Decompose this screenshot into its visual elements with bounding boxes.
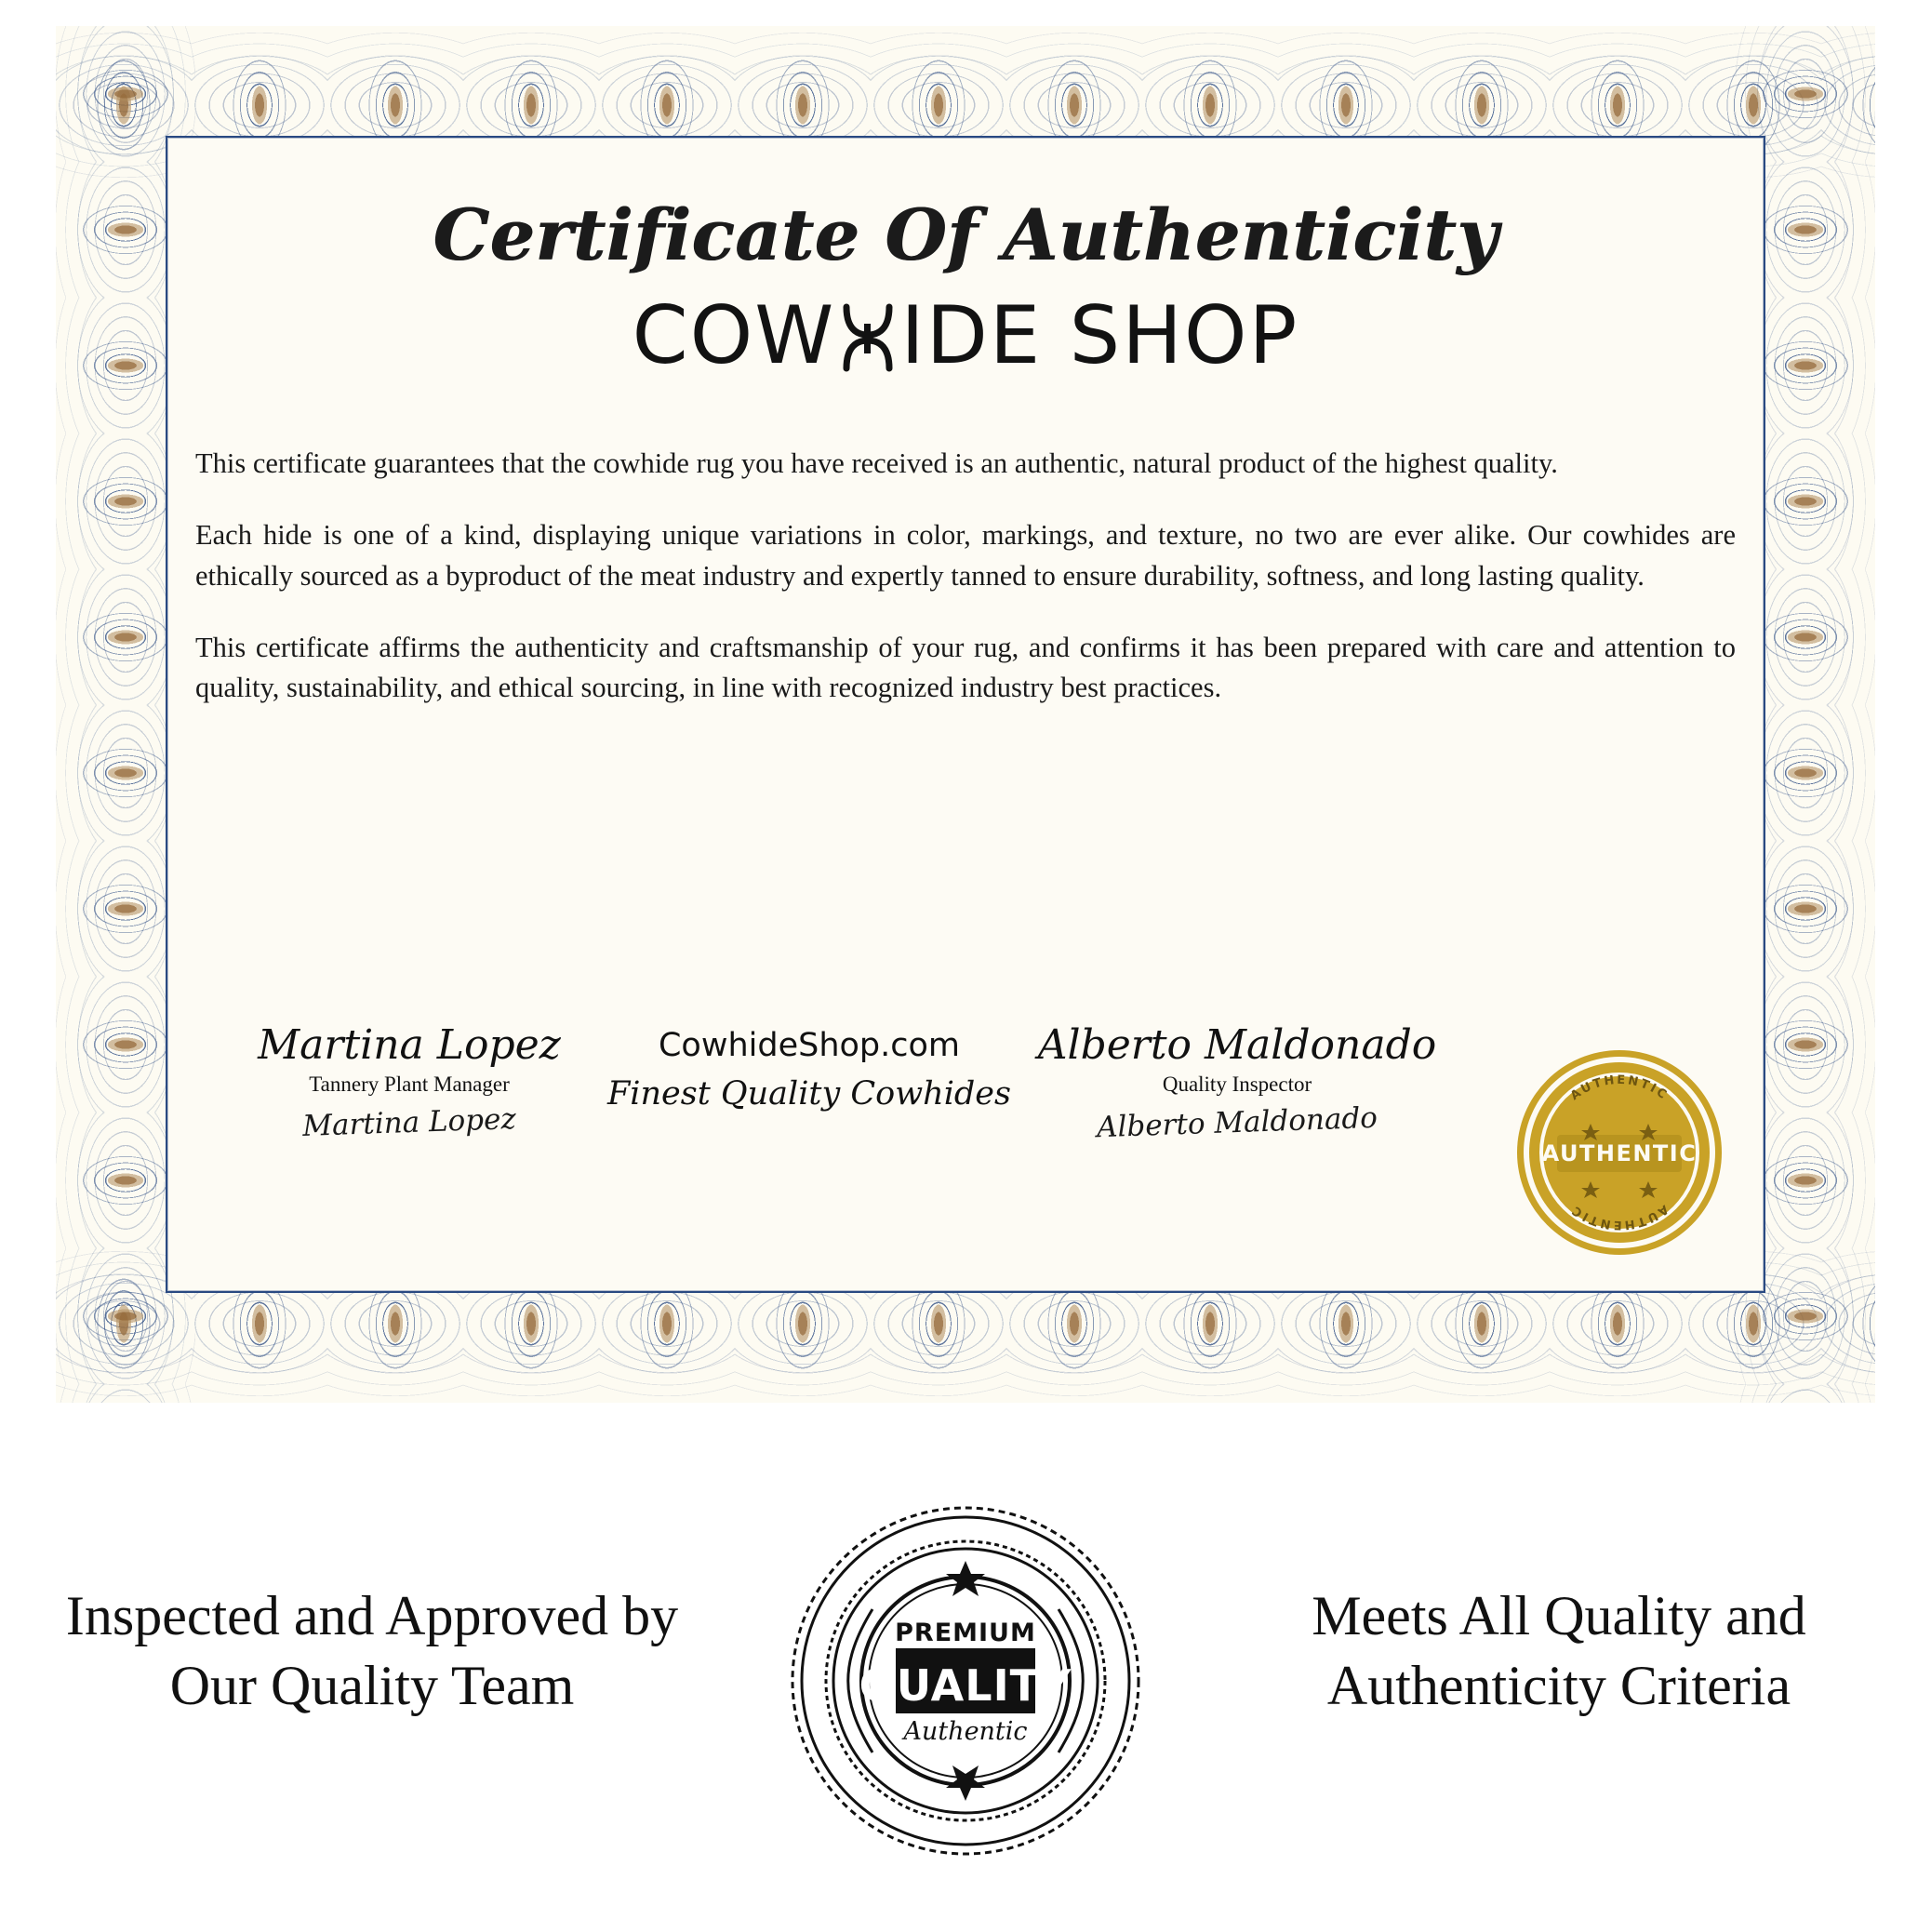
svg-text:AUTHENTIC: AUTHENTIC — [1567, 1201, 1671, 1232]
footer-right-text: Meets All Quality and Authenticity Criteria — [1312, 1585, 1806, 1716]
svg-text:AUTHENTIC: AUTHENTIC — [1541, 1140, 1698, 1166]
svg-text:QUALITY: QUALITY — [859, 1660, 1072, 1711]
website-block — [605, 1027, 1014, 1113]
brand-lockup — [195, 289, 1736, 382]
svg-text:AUTHENTIC: AUTHENTIC — [1567, 1073, 1671, 1104]
signature-role: Tannery Plant Manager — [309, 1073, 510, 1096]
handwritten-signature: Alberto Maldonado — [1096, 1100, 1378, 1145]
body-paragraph-1: This certificate guarantees that the cowhide rug you have received is an authentic, natural product of the highest quality. — [195, 447, 1558, 479]
svg-text:PREMIUM: PREMIUM — [895, 1619, 1036, 1647]
certificate-content — [195, 156, 1736, 1272]
authentic-gold-seal-icon — [1512, 1046, 1726, 1259]
certificate-title: Certificate Of Authenticity — [433, 193, 1498, 276]
brand-text-left: COW — [632, 289, 836, 382]
signature-name: Alberto Maldonado — [1037, 1021, 1437, 1069]
signature-role: Quality Inspector — [1162, 1073, 1312, 1096]
footer-left-text: Inspected and Approved by Our Quality Team — [65, 1585, 679, 1716]
website-tagline: Finest Quality Cowhides — [607, 1075, 1011, 1113]
website-url[interactable]: CowhideShop.com — [658, 1027, 961, 1064]
certificate-card — [56, 26, 1875, 1403]
signature-name: Martina Lopez — [258, 1021, 561, 1069]
premium-quality-badge-icon — [784, 1499, 1147, 1862]
certificate-body — [195, 444, 1736, 708]
signature-row — [195, 1012, 1736, 1254]
footer-strip — [0, 1451, 1931, 1916]
body-paragraph-3: This certificate affirms the authenticity and craftsmanship of your rug, and confirms it has been prepared with care and attention to quality, sustainability, and ethical sourcing, in line with recognized industry best practices. — [195, 631, 1736, 704]
cowhide-monogram-icon — [837, 301, 899, 370]
body-paragraph-2: Each hide is one of a kind, displaying unique variations in color, markings, and texture, no two are ever alike. Our cowhides are ethically sourced as a byproduct of the meat industry and expertly tanned to ensure durability, softness, and long lasting quality. — [195, 519, 1736, 592]
handwritten-signature: Martina Lopez — [301, 1102, 517, 1143]
svg-text:Authentic: Authentic — [903, 1717, 1028, 1746]
signature-block-tannery-manager — [214, 1021, 605, 1143]
signature-block-quality-inspector — [1023, 1021, 1451, 1145]
brand-text-right: IDE SHOP — [900, 289, 1299, 382]
